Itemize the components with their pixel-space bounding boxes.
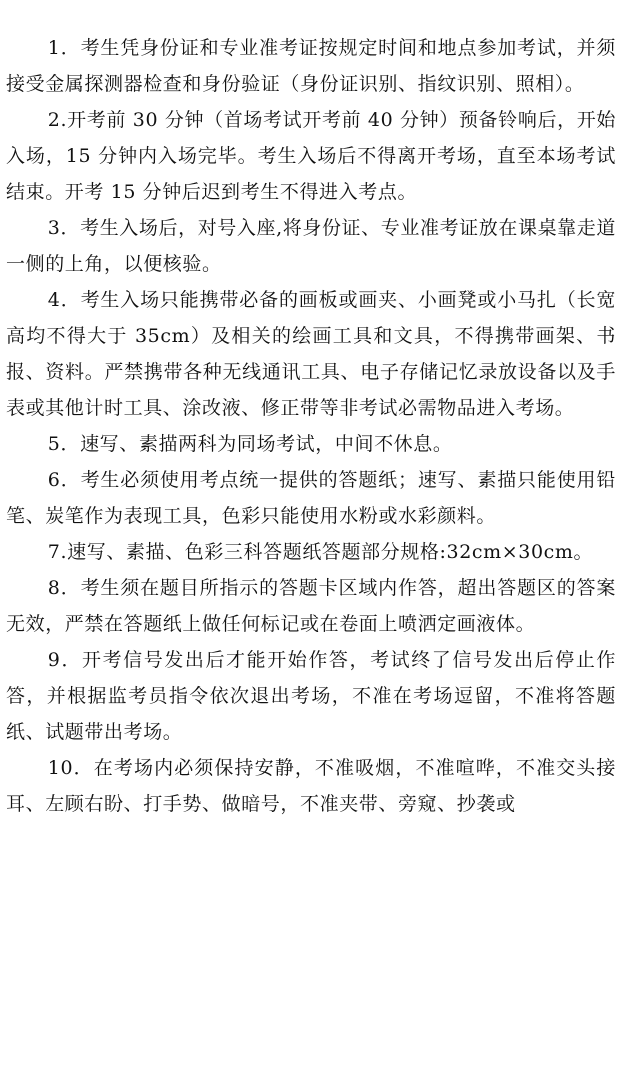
- rule-paragraph-3: 3．考生入场后，对号入座,将身份证、专业准考证放在课桌靠走道一侧的上角，以便核验。: [6, 217, 616, 275]
- rule-paragraph-6: 6．考生必须使用考点统一提供的答题纸；速写、素描只能使用铅笔、炭笔作为表现工具，色彩只能使用水粉或水彩颜料。: [6, 469, 616, 527]
- rule-paragraph-5: 5．速写、素描两科为同场考试，中间不休息。: [47, 433, 453, 455]
- rule-paragraph-2: 2.开考前 30 分钟（首场考试开考前 40 分钟）预备铃响后，开始入场，15 分钟内入场完毕。考生入场后不得离开考场，直至本场考试结束。开考 15 分钟后迟到考生不得进入考点。: [6, 109, 616, 203]
- rule-paragraph-8: 8．考生须在题目所指示的答题卡区域内作答，超出答题区的答案无效，严禁在答题纸上做任何标记或在卷面上喷洒定画液体。: [6, 577, 616, 635]
- rule-paragraph-1: 1．考生凭身份证和专业准考证按规定时间和地点参加考试，并须接受金属探测器检查和身份验证（身份证识别、指纹识别、照相）。: [6, 37, 616, 95]
- rule-paragraph-4: 4．考生入场只能携带必备的画板或画夹、小画凳或小马扎（长宽高均不得大于 35cm）及相关的绘画工具和文具，不得携带画架、书报、资料。严禁携带各种无线通讯工具、电子存储记忆录放设备以及手表或其他计时工具、涂改液、修正带等非考试必需物品进入考场。: [6, 289, 616, 419]
- document-body: [6, 30, 616, 822]
- rule-paragraph-9: 9．开考信号发出后才能开始作答，考试终了信号发出后停止作答，并根据监考员指令依次退出考场，不准在考场逗留，不准将答题纸、试题带出考场。: [6, 649, 616, 743]
- rule-paragraph-7: 7.速写、素描、色彩三科答题纸答题部分规格:32cm×30cm。: [47, 541, 594, 563]
- rule-paragraph-10: 10．在考场内必须保持安静，不准吸烟，不准喧哗，不准交头接耳、左顾右盼、打手势、做暗号，不准夹带、旁窥、抄袭或: [6, 757, 616, 815]
